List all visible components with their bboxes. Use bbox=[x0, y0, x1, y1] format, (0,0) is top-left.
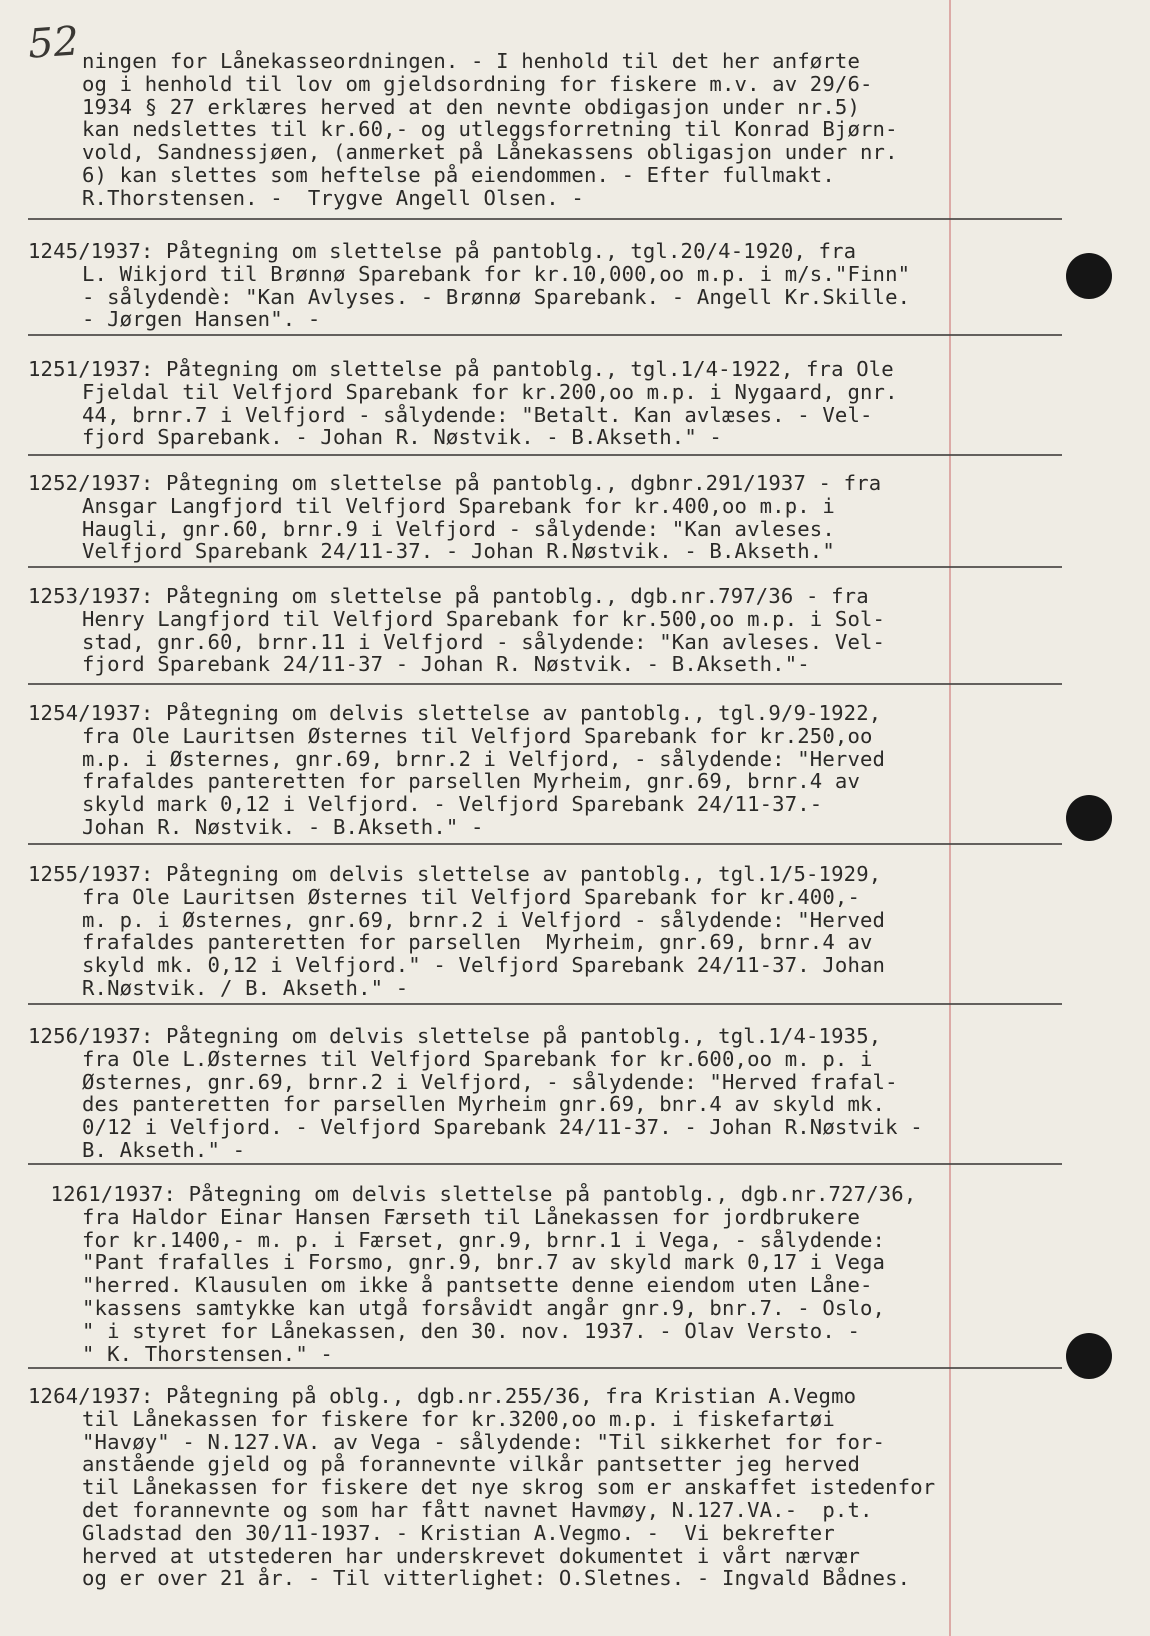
entry-heading-line: 1264/1937: Påtegning på oblg., dgb.nr.255/36, fra Kristian A.Vegmo bbox=[28, 1384, 857, 1408]
entry-text-line: skyld mark 0,12 i Velfjord. - Velfjord Sparebank 24/11-37.- bbox=[82, 792, 823, 817]
entry-text-line: Østernes, gnr.69, brnr.2 i Velfjord, - sålydende: "Herved frafal- bbox=[82, 1069, 898, 1094]
entry-separator bbox=[28, 1163, 1062, 1165]
entry-text-line: Velfjord Sparebank 24/11-37. - Johan R.Nøstvik. - B.Akseth." bbox=[82, 539, 835, 564]
entry-text-line: Gladstad den 30/11-1937. - Kristian A.Vegmo. - Vi bekrefter bbox=[82, 1520, 835, 1545]
entry-text-line: Ansgar Langfjord til Velfjord Sparebank for kr.400,oo m.p. i bbox=[82, 493, 835, 518]
entry-heading-line: 1255/1937: Påtegning om delvis slettelse av pantoblg., tgl.1/5-1929, bbox=[28, 862, 882, 886]
entry-text-line: Haugli, gnr.60, brnr.9 i Velfjord - sålydende: "Kan avleses. bbox=[82, 516, 835, 541]
entry-separator bbox=[28, 334, 1062, 336]
entry-heading-line: 1245/1937: Påtegning om slettelse på pantoblg., tgl.20/4-1920, fra bbox=[28, 239, 857, 263]
entry-text-line: - sålydendè: "Kan Avlyses. - Brønnø Sparebank. - Angell Kr.Skille. bbox=[82, 284, 911, 309]
entry-text-line: 1934 § 27 erklæres herved at den nevnte obdigasjon under nr.5) bbox=[82, 94, 861, 119]
entry-text-line: til Lånekassen for fiskere for kr.3200,oo m.p. i fiskefartøi bbox=[82, 1406, 835, 1431]
entry-text-line: "Pant frafalles i Forsmo, gnr.9, bnr.7 av skyld mark 0,17 i Vega bbox=[82, 1250, 886, 1275]
entry-heading-line: 1254/1937: Påtegning om delvis slettelse av pantoblg., tgl.9/9-1922, bbox=[28, 701, 882, 725]
entry-text-line: for kr.1400,- m. p. i Færset, gnr.9, brnr.1 i Vega, - sålydende: bbox=[82, 1227, 886, 1252]
entry-text-line: "Havøy" - N.127.VA. av Vega - sålydende: "Til sikkerhet for for- bbox=[82, 1429, 886, 1454]
entry-text-line: " i styret for Lånekassen, den 30. nov. 1937. - Olav Versto. - bbox=[82, 1318, 861, 1343]
entry-text-line: det forannevnte og som har fått navnet Havmøy, N.127.VA.- p.t. bbox=[82, 1498, 873, 1522]
binder-hole-1 bbox=[1066, 253, 1112, 299]
binder-hole-3 bbox=[1066, 1333, 1112, 1379]
entry-separator bbox=[28, 1367, 1062, 1369]
entry-text-line: fra Ole L.Østernes til Velfjord Sparebank for kr.600,oo m. p. i bbox=[82, 1046, 873, 1071]
entry-text-line: m. p. i Østernes, gnr.69, brnr.2 i Velfjord - sålydende: "Herved bbox=[82, 907, 886, 932]
entry-text-line: vold, Sandnessjøen, (anmerket på Lånekassens obligasjon under nr. bbox=[82, 140, 898, 165]
entry-text-line: B. Akseth." - bbox=[82, 1138, 246, 1162]
entry-text-line: Fjeldal til Velfjord Sparebank for kr.200,oo m.p. i Nygaard, gnr. bbox=[82, 379, 898, 404]
entry-text-line: 44, brnr.7 i Velfjord - sålydende: "Betalt. Kan avlæses. - Vel- bbox=[82, 402, 873, 427]
entry-text-line: - Jørgen Hansen". - bbox=[82, 307, 321, 332]
entry-heading-line: ningen for Lånekasseordningen. - I henhold til det her anførte bbox=[82, 49, 861, 73]
entry-text-line: fjord Sparebank 24/11-37 - Johan R. Nøstvik. - B.Akseth."- bbox=[82, 652, 810, 677]
page-number: 52 bbox=[26, 18, 81, 68]
entry-separator bbox=[28, 454, 1062, 456]
entry-text-line: R.Nøstvik. / B. Akseth." - bbox=[82, 976, 409, 1000]
entry-text-line: 6) kan slettes som heftelse på eiendommen. - Efter fullmakt. bbox=[82, 163, 835, 187]
entry-text-line: m.p. i Østernes, gnr.69, brnr.2 i Velfjord, - sålydende: "Herved bbox=[82, 746, 886, 771]
entry-text-line: fra Ole Lauritsen Østernes til Velfjord Sparebank for kr.250,oo bbox=[82, 723, 873, 748]
entry-separator bbox=[28, 566, 1062, 568]
entry-text-line: til Lånekassen for fiskere det nye skrog som er anskaffet istedenfor bbox=[82, 1475, 936, 1500]
entry-text-line: R.Thorstensen. - Trygve Angell Olsen. - bbox=[82, 185, 584, 210]
entry-heading-line: 1253/1937: Påtegning om slettelse på pantoblg., dgb.nr.797/36 - fra bbox=[28, 584, 869, 608]
entry-text-line: L. Wikjord til Brønnø Sparebank for kr.10,000,oo m.p. i m/s."Finn" bbox=[82, 261, 911, 286]
entry-text-line: frafaldes panteretten for parsellen Myrheim, gnr.69, brnr.4 av bbox=[82, 769, 861, 794]
entry-heading-line: 1261/1937: Påtegning om delvis slettelse på pantoblg., dgb.nr.727/36, bbox=[38, 1182, 917, 1206]
entry-heading-line: 1251/1937: Påtegning om slettelse på pantoblg., tgl.1/4-1922, fra Ole bbox=[28, 357, 894, 381]
entry-text-line: herved at utstederen har underskrevet dokumentet i vårt nærvær bbox=[82, 1543, 861, 1568]
entry-heading-line: 1256/1937: Påtegning om delvis slettelse på pantoblg., tgl.1/4-1935, bbox=[28, 1024, 882, 1048]
entry-separator bbox=[28, 843, 1062, 845]
entry-text-line: kan nedslettes til kr.60,- og utleggsforretning til Konrad Bjørn- bbox=[82, 117, 898, 142]
entry-text-line: fra Ole Lauritsen Østernes til Velfjord Sparebank for kr.400,- bbox=[82, 884, 861, 909]
entry-heading-line: 1252/1937: Påtegning om slettelse på pantoblg., dgbnr.291/1937 - fra bbox=[28, 471, 882, 495]
binder-hole-2 bbox=[1066, 795, 1112, 841]
entry-text-line: skyld mk. 0,12 i Velfjord." - Velfjord Sparebank 24/11-37. Johan bbox=[82, 953, 886, 978]
margin-rule bbox=[949, 0, 951, 1636]
entry-separator bbox=[28, 683, 1062, 685]
entry-text-line: stad, gnr.60, brnr.11 i Velfjord - sålydende: "Kan avleses. Vel- bbox=[82, 629, 886, 654]
entry-text-line: des panteretten for parsellen Myrheim gnr.69, bnr.4 av skyld mk. bbox=[82, 1092, 886, 1117]
entry-text-line: Henry Langfjord til Velfjord Sparebank for kr.500,oo m.p. i Sol- bbox=[82, 606, 886, 631]
entry-text-line: fjord Sparebank. - Johan R. Nøstvik. - B.Akseth." - bbox=[82, 425, 722, 450]
entry-text-line: fra Haldor Einar Hansen Færseth til Lånekassen for jordbrukere bbox=[82, 1204, 861, 1229]
entry-text-line: "herred. Klausulen om ikke å pantsette denne eiendom uten Låne- bbox=[82, 1273, 873, 1298]
entry-separator bbox=[28, 1003, 1062, 1005]
entry-text-line: og i henhold til lov om gjeldsordning for fiskere m.v. av 29/6- bbox=[82, 71, 873, 96]
entry-text-line: "kassens samtykke kan utgå forsåvidt angår gnr.9, bnr.7. - Oslo, bbox=[82, 1296, 886, 1320]
entry-separator bbox=[28, 218, 1062, 220]
entry-text-line: 0/12 i Velfjord. - Velfjord Sparebank 24/11-37. - Johan R.Nøstvik - bbox=[82, 1115, 923, 1140]
entry-text-line: Johan R. Nøstvik. - B.Akseth." - bbox=[82, 815, 484, 839]
entry-text-line: anstående gjeld og på forannevnte vilkår pantsetter jeg herved bbox=[82, 1452, 861, 1477]
entry-text-line: frafaldes panteretten for parsellen Myrheim, gnr.69, brnr.4 av bbox=[82, 930, 873, 955]
entry-text-line: og er over 21 år. - Til vitterlighet: O.Sletnes. - Ingvald Bådnes. bbox=[82, 1566, 911, 1591]
entry-text-line: " K. Thorstensen." - bbox=[82, 1341, 333, 1366]
